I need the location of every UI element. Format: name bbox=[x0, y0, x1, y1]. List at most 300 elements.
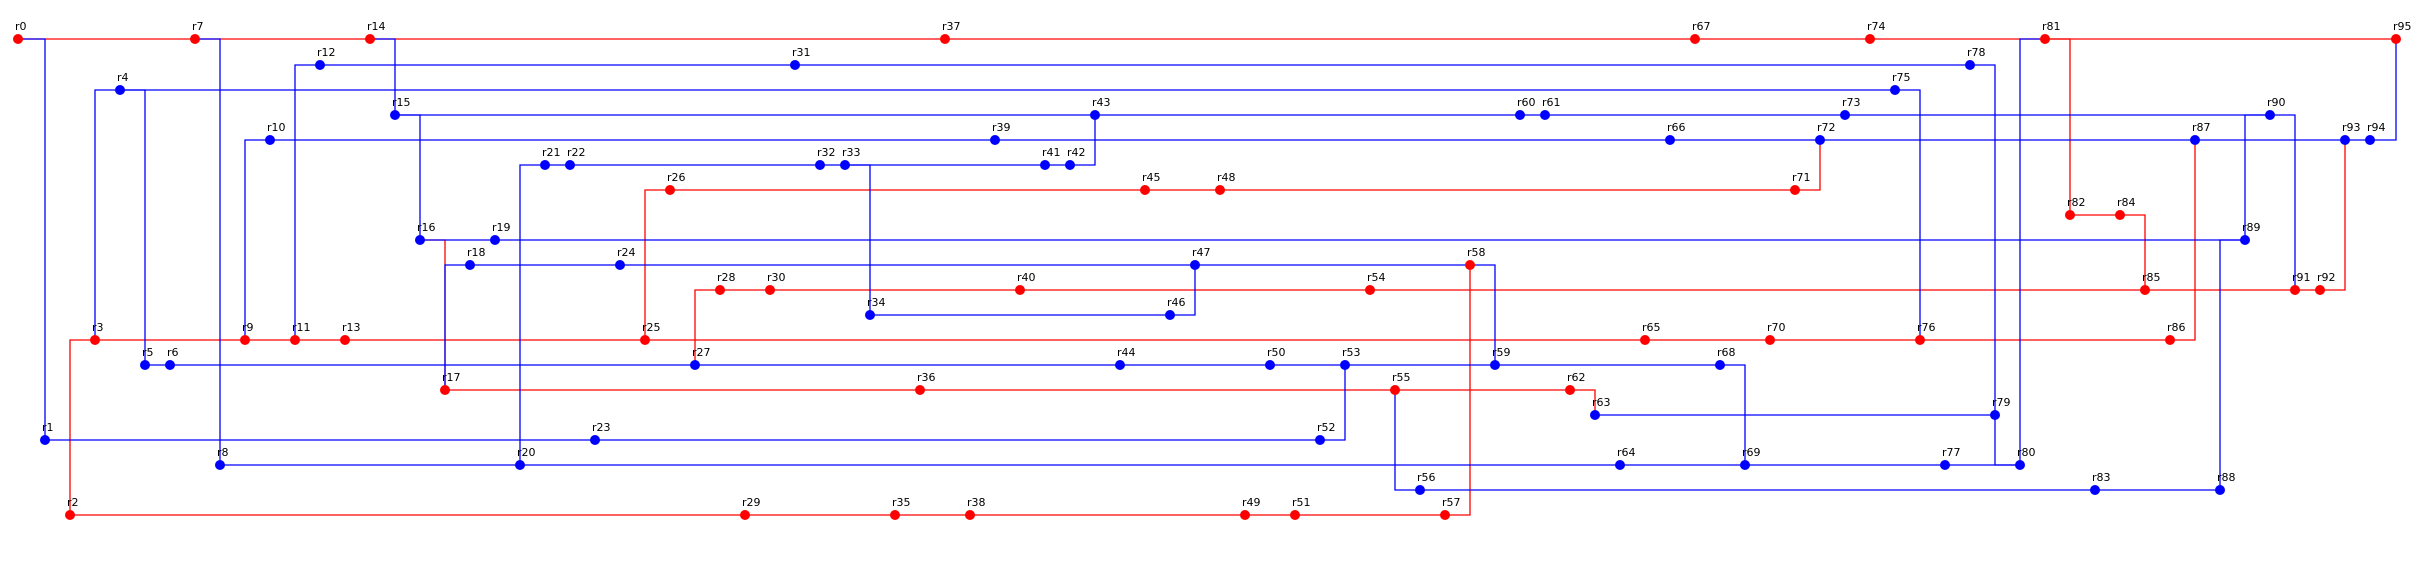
node-dot-r36 bbox=[915, 385, 925, 395]
node-dot-r60 bbox=[1515, 110, 1525, 120]
node-label-r36: r36 bbox=[917, 371, 936, 384]
node-label-r34: r34 bbox=[867, 296, 886, 309]
node-r72 bbox=[1815, 121, 1836, 145]
node-label-r86: r86 bbox=[2167, 321, 2186, 334]
node-dot-r13 bbox=[340, 335, 350, 345]
node-dot-r5 bbox=[140, 360, 150, 370]
node-label-r79: r79 bbox=[1992, 396, 2011, 409]
node-dot-r42 bbox=[1065, 160, 1075, 170]
node-label-r75: r75 bbox=[1892, 71, 1911, 84]
edge-r16-r17 bbox=[420, 240, 445, 390]
node-label-r41: r41 bbox=[1042, 146, 1061, 159]
node-r30 bbox=[765, 271, 786, 295]
node-r61 bbox=[1540, 96, 1561, 120]
node-dot-r45 bbox=[1140, 185, 1150, 195]
node-r89 bbox=[2240, 221, 2261, 245]
node-label-r26: r26 bbox=[667, 171, 686, 184]
node-r33 bbox=[840, 146, 861, 170]
node-label-r71: r71 bbox=[1792, 171, 1811, 184]
node-r34 bbox=[865, 296, 886, 320]
node-r35 bbox=[890, 496, 911, 520]
node-label-r27: r27 bbox=[692, 346, 711, 359]
node-dot-r32 bbox=[815, 160, 825, 170]
node-label-r77: r77 bbox=[1942, 446, 1961, 459]
node-dot-r48 bbox=[1215, 185, 1225, 195]
node-label-r42: r42 bbox=[1067, 146, 1086, 159]
node-r55 bbox=[1390, 371, 1411, 395]
node-label-r57: r57 bbox=[1442, 496, 1461, 509]
node-r24 bbox=[615, 246, 636, 270]
node-r50 bbox=[1265, 346, 1286, 370]
node-dot-r8 bbox=[215, 460, 225, 470]
node-dot-r61 bbox=[1540, 110, 1550, 120]
node-dot-r84 bbox=[2115, 210, 2125, 220]
node-r2 bbox=[65, 496, 79, 520]
node-r74 bbox=[1865, 20, 1886, 44]
node-r21 bbox=[540, 146, 561, 170]
node-r71 bbox=[1790, 171, 1811, 195]
node-r65 bbox=[1640, 321, 1661, 345]
node-r32 bbox=[815, 146, 836, 170]
node-r51 bbox=[1290, 496, 1311, 520]
node-r25 bbox=[640, 321, 661, 345]
node-r86 bbox=[2165, 321, 2186, 345]
node-r17 bbox=[440, 371, 461, 395]
node-label-r84: r84 bbox=[2117, 196, 2136, 209]
node-r79 bbox=[1990, 396, 2011, 420]
node-label-r55: r55 bbox=[1392, 371, 1411, 384]
node-r92 bbox=[2315, 271, 2336, 295]
node-r80 bbox=[2015, 446, 2036, 470]
node-dot-r53 bbox=[1340, 360, 1350, 370]
node-r62 bbox=[1565, 371, 1586, 395]
node-dot-r70 bbox=[1765, 335, 1775, 345]
node-r47 bbox=[1190, 246, 1211, 270]
node-dot-r67 bbox=[1690, 34, 1700, 44]
node-label-r19: r19 bbox=[492, 221, 511, 234]
node-label-r91: r91 bbox=[2292, 271, 2311, 284]
node-r95 bbox=[2391, 20, 2412, 44]
node-label-r80: r80 bbox=[2017, 446, 2036, 459]
node-label-r12: r12 bbox=[317, 46, 336, 59]
node-label-r90: r90 bbox=[2267, 96, 2286, 109]
node-dot-r83 bbox=[2090, 485, 2100, 495]
node-label-r81: r81 bbox=[2042, 20, 2061, 33]
node-label-r45: r45 bbox=[1142, 171, 1161, 184]
node-r20 bbox=[515, 446, 536, 470]
node-r5 bbox=[140, 346, 154, 370]
node-label-r68: r68 bbox=[1717, 346, 1736, 359]
node-dot-r19 bbox=[490, 235, 500, 245]
node-dot-r63 bbox=[1590, 410, 1600, 420]
node-label-r15: r15 bbox=[392, 96, 411, 109]
node-dot-r10 bbox=[265, 135, 275, 145]
node-dot-r76 bbox=[1915, 335, 1925, 345]
edge-r3-r2 bbox=[70, 340, 95, 515]
node-label-r31: r31 bbox=[792, 46, 811, 59]
node-r56 bbox=[1415, 471, 1436, 495]
node-dot-r11 bbox=[290, 335, 300, 345]
node-r58 bbox=[1465, 246, 1486, 270]
node-r77 bbox=[1940, 446, 1961, 470]
node-label-r60: r60 bbox=[1517, 96, 1536, 109]
node-label-r53: r53 bbox=[1342, 346, 1361, 359]
node-r37 bbox=[940, 20, 961, 44]
node-label-r92: r92 bbox=[2317, 271, 2336, 284]
node-dot-r18 bbox=[465, 260, 475, 270]
node-dot-r12 bbox=[315, 60, 325, 70]
node-dot-r66 bbox=[1665, 135, 1675, 145]
node-label-r87: r87 bbox=[2192, 121, 2211, 134]
node-r70 bbox=[1765, 321, 1786, 345]
node-r28 bbox=[715, 271, 736, 295]
node-dot-r80 bbox=[2015, 460, 2025, 470]
node-label-r49: r49 bbox=[1242, 496, 1261, 509]
nodes-layer bbox=[13, 20, 2412, 520]
node-label-r85: r85 bbox=[2142, 271, 2161, 284]
node-r10 bbox=[265, 121, 286, 145]
node-label-r67: r67 bbox=[1692, 20, 1711, 33]
node-r53 bbox=[1340, 346, 1361, 370]
node-r46 bbox=[1165, 296, 1186, 320]
node-r18 bbox=[465, 246, 486, 270]
node-dot-r92 bbox=[2315, 285, 2325, 295]
node-label-r1: r1 bbox=[42, 421, 54, 434]
node-dot-r1 bbox=[40, 435, 50, 445]
node-label-r66: r66 bbox=[1667, 121, 1686, 134]
node-label-r21: r21 bbox=[542, 146, 561, 159]
edge-r81-r80 bbox=[2020, 39, 2045, 465]
node-dot-r35 bbox=[890, 510, 900, 520]
node-label-r20: r20 bbox=[517, 446, 536, 459]
node-label-r43: r43 bbox=[1092, 96, 1111, 109]
node-dot-r20 bbox=[515, 460, 525, 470]
node-label-r52: r52 bbox=[1317, 421, 1336, 434]
node-label-r76: r76 bbox=[1917, 321, 1936, 334]
node-dot-r65 bbox=[1640, 335, 1650, 345]
node-dot-r62 bbox=[1565, 385, 1575, 395]
node-dot-r72 bbox=[1815, 135, 1825, 145]
node-r54 bbox=[1365, 271, 1386, 295]
node-r15 bbox=[390, 96, 411, 120]
node-label-r9: r9 bbox=[242, 321, 254, 334]
node-label-r46: r46 bbox=[1167, 296, 1186, 309]
node-r91 bbox=[2290, 271, 2311, 295]
node-dot-r79 bbox=[1990, 410, 2000, 420]
node-dot-r27 bbox=[690, 360, 700, 370]
edge-r81-r82 bbox=[2045, 39, 2070, 215]
node-r69 bbox=[1740, 446, 1761, 470]
node-r76 bbox=[1915, 321, 1936, 345]
node-r16 bbox=[415, 221, 436, 245]
node-dot-r69 bbox=[1740, 460, 1750, 470]
node-dot-r90 bbox=[2265, 110, 2275, 120]
node-r3 bbox=[90, 321, 104, 345]
node-r26 bbox=[665, 171, 686, 195]
node-r64 bbox=[1615, 446, 1636, 470]
node-r84 bbox=[2115, 196, 2136, 220]
node-dot-r17 bbox=[440, 385, 450, 395]
node-label-r56: r56 bbox=[1417, 471, 1436, 484]
node-r13 bbox=[340, 321, 361, 345]
node-label-r35: r35 bbox=[892, 496, 911, 509]
node-r68 bbox=[1715, 346, 1736, 370]
node-dot-r88 bbox=[2215, 485, 2225, 495]
node-dot-r23 bbox=[590, 435, 600, 445]
node-dot-r71 bbox=[1790, 185, 1800, 195]
node-label-r65: r65 bbox=[1642, 321, 1661, 334]
node-label-r82: r82 bbox=[2067, 196, 2086, 209]
node-label-r33: r33 bbox=[842, 146, 861, 159]
node-dot-r87 bbox=[2190, 135, 2200, 145]
node-dot-r47 bbox=[1190, 260, 1200, 270]
node-r36 bbox=[915, 371, 936, 395]
node-label-r32: r32 bbox=[817, 146, 836, 159]
node-dot-r93 bbox=[2340, 135, 2350, 145]
node-label-r16: r16 bbox=[417, 221, 436, 234]
node-label-r6: r6 bbox=[167, 346, 179, 359]
node-r29 bbox=[740, 496, 761, 520]
node-label-r62: r62 bbox=[1567, 371, 1586, 384]
node-r12 bbox=[315, 46, 336, 70]
node-label-r50: r50 bbox=[1267, 346, 1286, 359]
node-dot-r44 bbox=[1115, 360, 1125, 370]
node-dot-r41 bbox=[1040, 160, 1050, 170]
node-dot-r89 bbox=[2240, 235, 2250, 245]
node-dot-r38 bbox=[965, 510, 975, 520]
node-dot-r95 bbox=[2391, 34, 2401, 44]
node-dot-r54 bbox=[1365, 285, 1375, 295]
node-dot-r30 bbox=[765, 285, 775, 295]
node-r57 bbox=[1440, 496, 1461, 520]
node-r73 bbox=[1840, 96, 1861, 120]
node-r87 bbox=[2190, 121, 2211, 145]
edge-r4-r5 bbox=[120, 90, 145, 365]
node-r52 bbox=[1315, 421, 1336, 445]
edge-r92-r93 bbox=[2320, 140, 2345, 290]
node-dot-r6 bbox=[165, 360, 175, 370]
node-dot-r16 bbox=[415, 235, 425, 245]
node-r83 bbox=[2090, 471, 2111, 495]
node-label-r94: r94 bbox=[2367, 121, 2386, 134]
node-label-r44: r44 bbox=[1117, 346, 1136, 359]
node-dot-r78 bbox=[1965, 60, 1975, 70]
node-dot-r28 bbox=[715, 285, 725, 295]
node-dot-r51 bbox=[1290, 510, 1300, 520]
node-dot-r4 bbox=[115, 85, 125, 95]
node-dot-r50 bbox=[1265, 360, 1275, 370]
node-label-r7: r7 bbox=[192, 20, 204, 33]
node-dot-r0 bbox=[13, 34, 23, 44]
node-label-r3: r3 bbox=[92, 321, 104, 334]
node-dot-r64 bbox=[1615, 460, 1625, 470]
node-r66 bbox=[1665, 121, 1686, 145]
node-r45 bbox=[1140, 171, 1161, 195]
node-r48 bbox=[1215, 171, 1236, 195]
node-label-r8: r8 bbox=[217, 446, 229, 459]
node-dot-r43 bbox=[1090, 110, 1100, 120]
edge-r21-r20 bbox=[520, 165, 545, 465]
node-r14 bbox=[365, 20, 386, 44]
node-dot-r33 bbox=[840, 160, 850, 170]
node-dot-r39 bbox=[990, 135, 1000, 145]
node-r60 bbox=[1515, 96, 1536, 120]
node-r85 bbox=[2140, 271, 2161, 295]
node-label-r93: r93 bbox=[2342, 121, 2361, 134]
node-label-r39: r39 bbox=[992, 121, 1011, 134]
node-dot-r49 bbox=[1240, 510, 1250, 520]
node-r41 bbox=[1040, 146, 1061, 170]
node-label-r48: r48 bbox=[1217, 171, 1236, 184]
node-r44 bbox=[1115, 346, 1136, 370]
node-label-r4: r4 bbox=[117, 71, 129, 84]
node-dot-r14 bbox=[365, 34, 375, 44]
node-dot-r58 bbox=[1465, 260, 1475, 270]
node-dot-r24 bbox=[615, 260, 625, 270]
node-r82 bbox=[2065, 196, 2086, 220]
node-dot-r3 bbox=[90, 335, 100, 345]
node-label-r69: r69 bbox=[1742, 446, 1761, 459]
node-r19 bbox=[490, 221, 511, 245]
node-dot-r56 bbox=[1415, 485, 1425, 495]
node-label-r74: r74 bbox=[1867, 20, 1886, 33]
node-dot-r57 bbox=[1440, 510, 1450, 520]
node-label-r11: r11 bbox=[292, 321, 311, 334]
node-label-r89: r89 bbox=[2242, 221, 2261, 234]
edge-r75-r76 bbox=[1895, 90, 1920, 340]
node-r9 bbox=[240, 321, 254, 345]
node-dot-r34 bbox=[865, 310, 875, 320]
node-dot-r2 bbox=[65, 510, 75, 520]
node-label-r30: r30 bbox=[767, 271, 786, 284]
node-label-r29: r29 bbox=[742, 496, 761, 509]
node-label-r17: r17 bbox=[442, 371, 461, 384]
node-label-r51: r51 bbox=[1292, 496, 1311, 509]
node-label-r10: r10 bbox=[267, 121, 286, 134]
node-label-r88: r88 bbox=[2217, 471, 2236, 484]
node-label-r83: r83 bbox=[2092, 471, 2111, 484]
node-r8 bbox=[215, 446, 229, 470]
node-dot-r29 bbox=[740, 510, 750, 520]
node-r38 bbox=[965, 496, 986, 520]
node-dot-r94 bbox=[2365, 135, 2375, 145]
node-label-r47: r47 bbox=[1192, 246, 1211, 259]
node-r49 bbox=[1240, 496, 1261, 520]
node-label-r38: r38 bbox=[967, 496, 986, 509]
node-label-r0: r0 bbox=[15, 20, 27, 33]
node-r0 bbox=[13, 20, 27, 44]
node-dot-r21 bbox=[540, 160, 550, 170]
node-r90 bbox=[2265, 96, 2286, 120]
node-label-r23: r23 bbox=[592, 421, 611, 434]
node-dot-r40 bbox=[1015, 285, 1025, 295]
node-label-r25: r25 bbox=[642, 321, 661, 334]
node-dot-r26 bbox=[665, 185, 675, 195]
node-dot-r25 bbox=[640, 335, 650, 345]
node-dot-r52 bbox=[1315, 435, 1325, 445]
node-dot-r59 bbox=[1490, 360, 1500, 370]
node-r23 bbox=[590, 421, 611, 445]
node-r39 bbox=[990, 121, 1011, 145]
node-r7 bbox=[190, 20, 204, 44]
node-dot-r31 bbox=[790, 60, 800, 70]
node-dot-r22 bbox=[565, 160, 575, 170]
node-dot-r15 bbox=[390, 110, 400, 120]
node-dot-r73 bbox=[1840, 110, 1850, 120]
node-r93 bbox=[2340, 121, 2361, 145]
node-dot-r55 bbox=[1390, 385, 1400, 395]
node-dot-r46 bbox=[1165, 310, 1175, 320]
node-r4 bbox=[115, 71, 129, 95]
node-label-r40: r40 bbox=[1017, 271, 1036, 284]
node-r11 bbox=[290, 321, 311, 345]
node-label-r95: r95 bbox=[2393, 20, 2412, 33]
node-label-r78: r78 bbox=[1967, 46, 1986, 59]
node-r31 bbox=[790, 46, 811, 70]
node-label-r61: r61 bbox=[1542, 96, 1561, 109]
edge-r89-r88 bbox=[2220, 240, 2245, 490]
edge-r90-r91 bbox=[2270, 115, 2295, 290]
node-r94 bbox=[2365, 121, 2386, 145]
node-dot-r74 bbox=[1865, 34, 1875, 44]
node-label-r18: r18 bbox=[467, 246, 486, 259]
node-dot-r86 bbox=[2165, 335, 2175, 345]
node-dot-r82 bbox=[2065, 210, 2075, 220]
edge-r0-r1 bbox=[18, 39, 45, 440]
node-label-r22: r22 bbox=[567, 146, 586, 159]
edge-r4-r3 bbox=[95, 90, 120, 340]
node-r6 bbox=[165, 346, 179, 370]
edges-layer bbox=[18, 39, 2396, 515]
node-r78 bbox=[1965, 46, 1986, 70]
node-dot-r68 bbox=[1715, 360, 1725, 370]
node-label-r73: r73 bbox=[1842, 96, 1861, 109]
node-dot-r9 bbox=[240, 335, 250, 345]
node-r88 bbox=[2215, 471, 2236, 495]
node-dot-r81 bbox=[2040, 34, 2050, 44]
node-label-r58: r58 bbox=[1467, 246, 1486, 259]
node-r40 bbox=[1015, 271, 1036, 295]
node-dot-r7 bbox=[190, 34, 200, 44]
node-label-r70: r70 bbox=[1767, 321, 1786, 334]
node-dot-r37 bbox=[940, 34, 950, 44]
node-r42 bbox=[1065, 146, 1086, 170]
node-r1 bbox=[40, 421, 54, 445]
node-r81 bbox=[2040, 20, 2061, 44]
node-label-r24: r24 bbox=[617, 246, 636, 259]
node-r63 bbox=[1590, 396, 1611, 420]
node-label-r13: r13 bbox=[342, 321, 361, 334]
node-r75 bbox=[1890, 71, 1911, 95]
node-label-r54: r54 bbox=[1367, 271, 1386, 284]
node-r67 bbox=[1690, 20, 1711, 44]
node-dot-r77 bbox=[1940, 460, 1950, 470]
node-label-r59: r59 bbox=[1492, 346, 1511, 359]
node-label-r28: r28 bbox=[717, 271, 736, 284]
node-dot-r75 bbox=[1890, 85, 1900, 95]
node-label-r64: r64 bbox=[1617, 446, 1636, 459]
node-label-r14: r14 bbox=[367, 20, 386, 33]
node-label-r72: r72 bbox=[1817, 121, 1836, 134]
node-dot-r85 bbox=[2140, 285, 2150, 295]
node-r43 bbox=[1090, 96, 1111, 120]
edge-r12-r11 bbox=[295, 65, 320, 340]
node-r59 bbox=[1490, 346, 1511, 370]
edge-r7-r8 bbox=[195, 39, 220, 465]
node-label-r63: r63 bbox=[1592, 396, 1611, 409]
node-r27 bbox=[690, 346, 711, 370]
node-label-r5: r5 bbox=[142, 346, 154, 359]
